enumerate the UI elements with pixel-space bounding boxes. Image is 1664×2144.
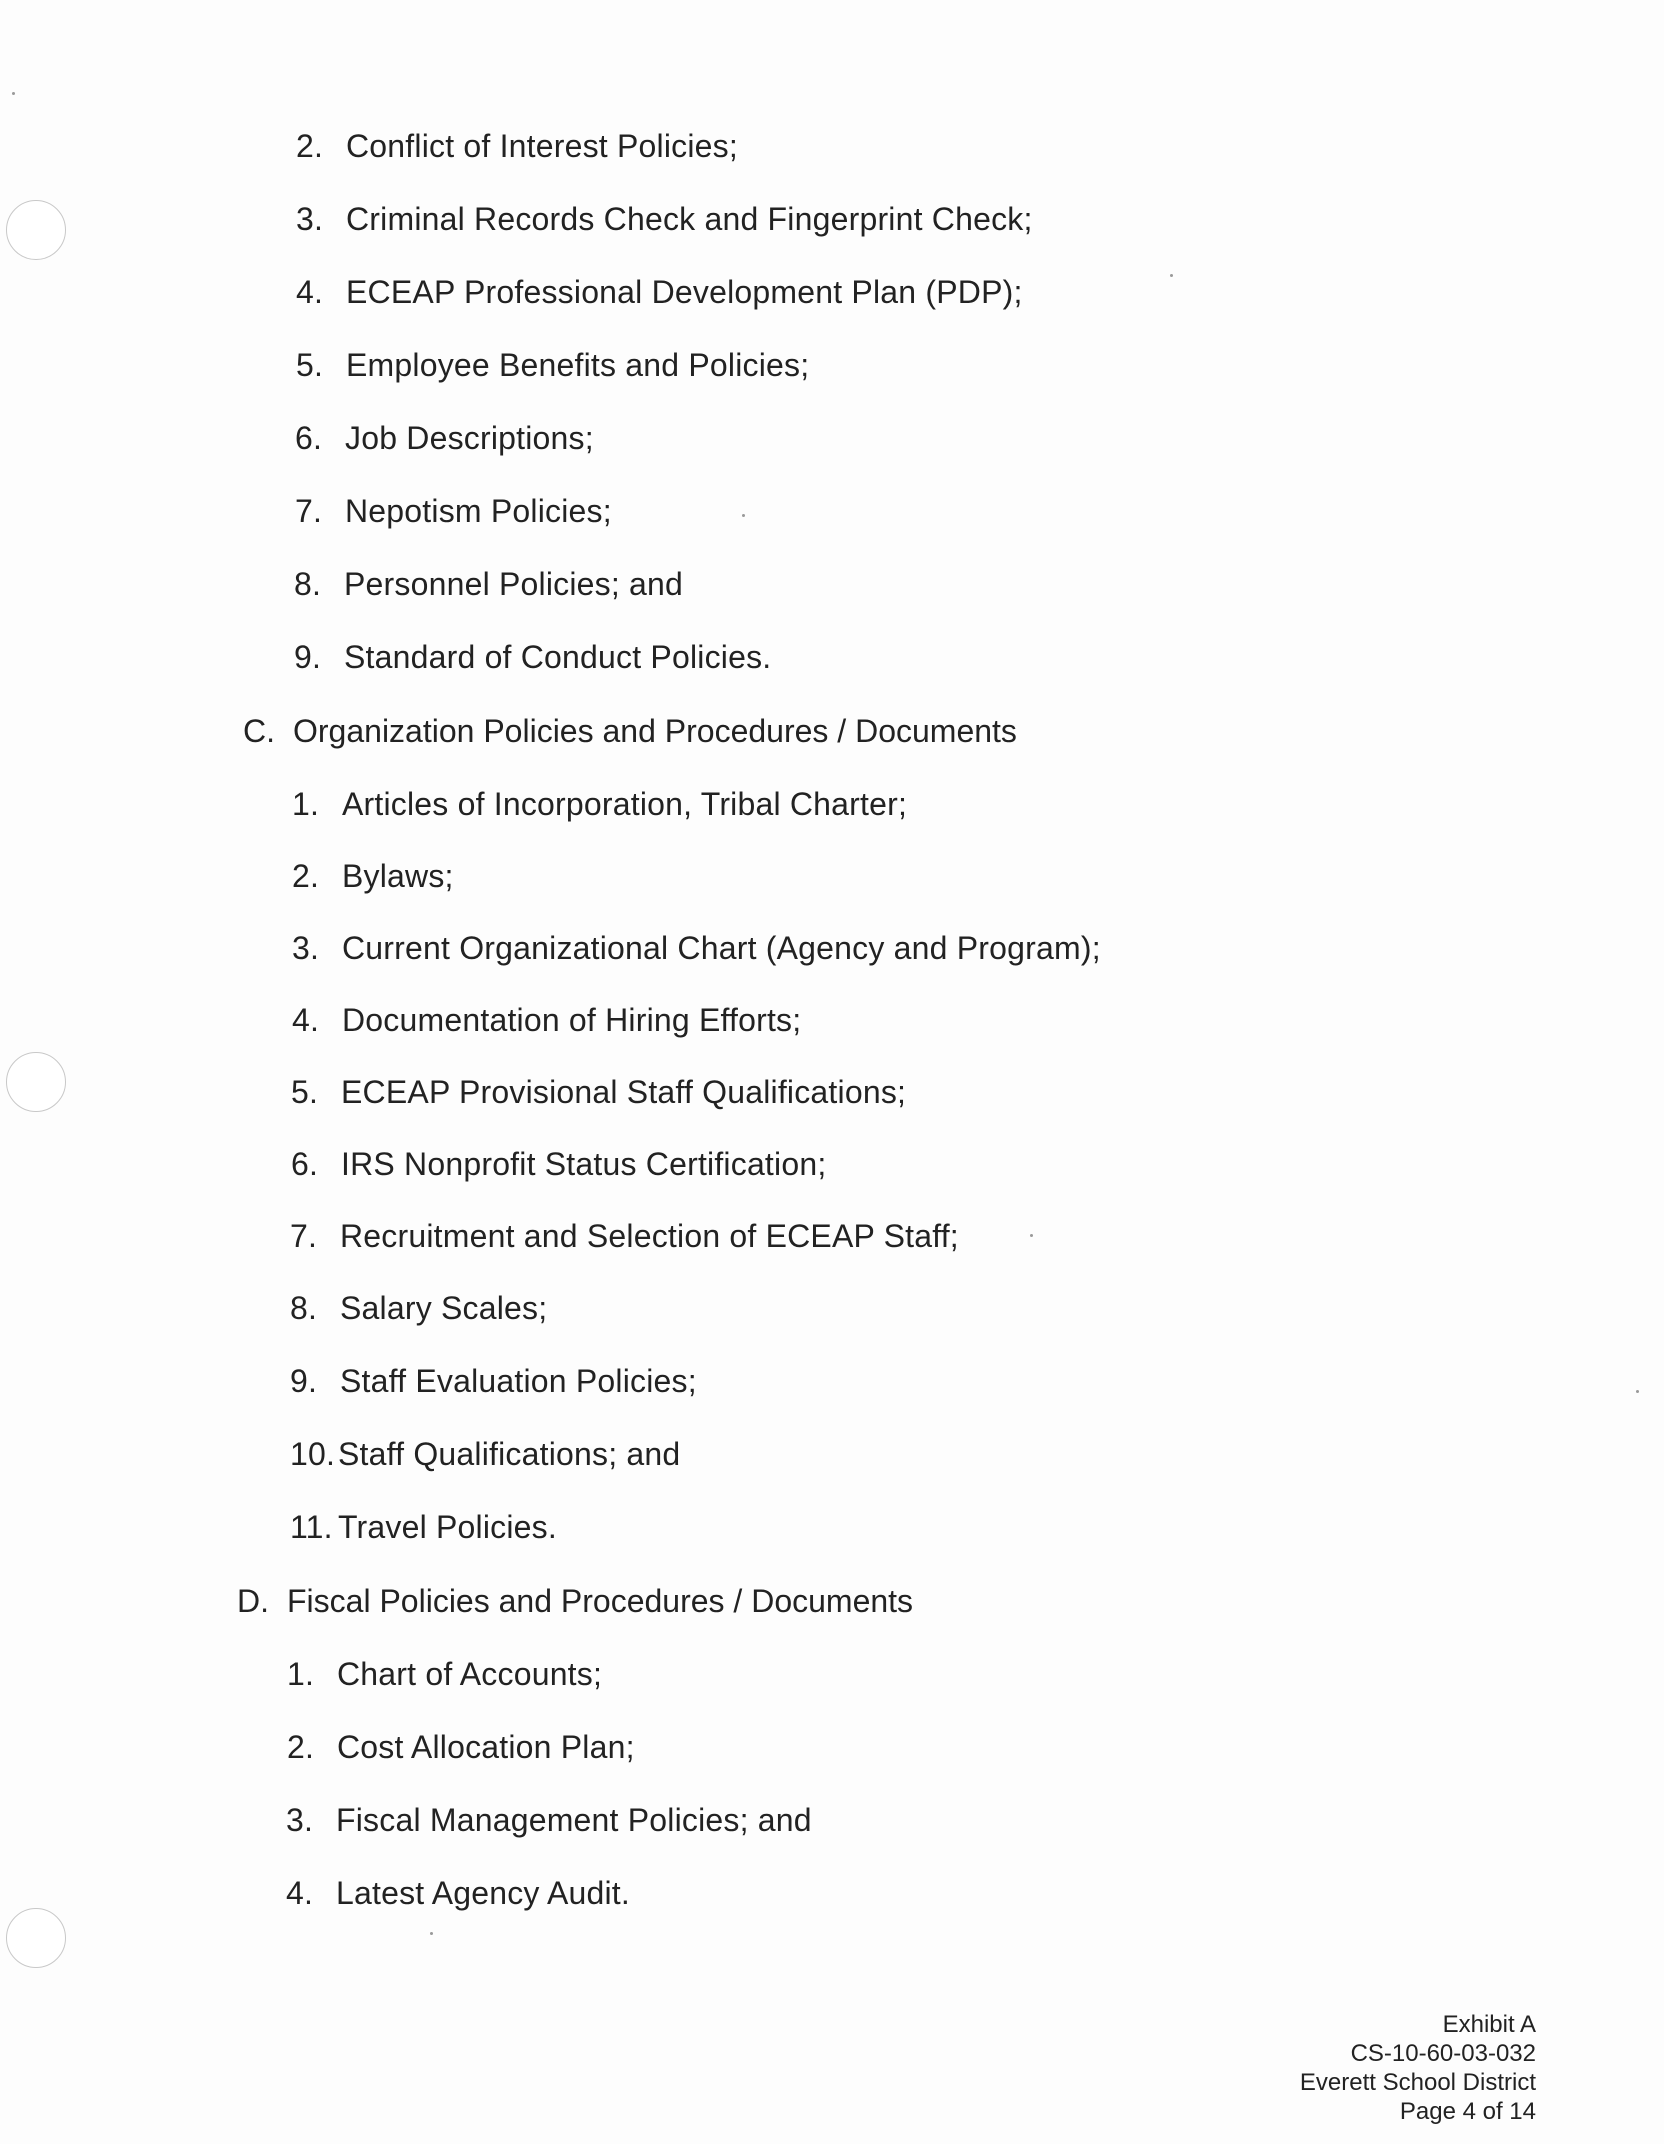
list-item <box>287 1654 602 1694</box>
list-item-text: Personnel Policies; and <box>344 566 684 602</box>
list-item <box>290 1361 697 1401</box>
page-footer <box>1300 2010 1536 2126</box>
list-item <box>292 784 907 824</box>
section-title: Organization Policies and Procedures / Documents <box>293 713 1017 749</box>
scan-speck <box>742 514 745 517</box>
list-item <box>291 1072 906 1112</box>
list-item-number: 4. <box>296 274 324 310</box>
list-item-text: IRS Nonprofit Status Certification; <box>341 1146 827 1182</box>
list-item-text: Salary Scales; <box>340 1290 548 1326</box>
section-heading-c <box>243 711 1017 751</box>
list-item-number: 6. <box>291 1146 319 1182</box>
list-item-number: 3. <box>292 930 320 966</box>
section-heading-d <box>237 1581 913 1621</box>
punch-hole-bottom <box>6 1908 66 1968</box>
list-item-number: 6. <box>295 420 323 456</box>
list-item <box>290 1288 547 1328</box>
list-item-number: 5. <box>296 347 324 383</box>
list-item-text: Fiscal Management Policies; and <box>336 1802 812 1838</box>
list-item-text: Conflict of Interest Policies; <box>346 128 738 164</box>
list-item-number: 2. <box>292 858 320 894</box>
list-item <box>286 1800 812 1840</box>
list-item-text: Articles of Incorporation, Tribal Charter; <box>342 786 908 822</box>
list-item-text: Nepotism Policies; <box>345 493 612 529</box>
section-letter: D. <box>237 1583 269 1619</box>
list-item <box>296 126 738 166</box>
list-item <box>294 564 683 604</box>
list-item-number: 3. <box>286 1802 314 1838</box>
list-item-number: 9. <box>290 1363 318 1399</box>
list-item-text: Criminal Records Check and Fingerprint Check; <box>346 201 1033 237</box>
list-item-text: Current Organizational Chart (Agency and Program); <box>342 930 1101 966</box>
list-item-text: Bylaws; <box>342 858 454 894</box>
list-item-text: Recruitment and Selection of ECEAP Staff; <box>340 1218 959 1254</box>
list-item-text: Staff Qualifications; and <box>338 1436 681 1472</box>
list-item-number: 9. <box>294 639 322 675</box>
list-item <box>291 1144 826 1184</box>
list-item-number: 2. <box>296 128 324 164</box>
list-item-number: 10. <box>290 1436 336 1472</box>
list-item <box>290 1216 959 1256</box>
list-item-number: 1. <box>292 786 320 822</box>
scan-speck <box>1636 1390 1639 1393</box>
list-item-text: Travel Policies. <box>338 1509 557 1545</box>
footer-page-number: Page 4 of 14 <box>1399 2098 1536 2125</box>
punch-hole-top <box>6 200 66 260</box>
list-item <box>294 637 771 677</box>
list-item-text: Standard of Conduct Policies. <box>344 639 772 675</box>
list-item-number: 11. <box>290 1509 333 1545</box>
scan-speck <box>430 1932 433 1935</box>
list-item-text: Latest Agency Audit. <box>336 1875 630 1911</box>
list-item-text: Staff Evaluation Policies; <box>340 1363 697 1399</box>
list-item-number: 8. <box>294 566 322 602</box>
punch-hole-middle <box>6 1052 66 1112</box>
footer-contract-number: CS-10-60-03-032 <box>1350 2040 1536 2067</box>
list-item-text: Job Descriptions; <box>345 420 594 456</box>
list-item-number: 7. <box>295 493 323 529</box>
list-item-number: 1. <box>287 1656 315 1692</box>
list-item <box>290 1507 557 1547</box>
footer-exhibit: Exhibit A <box>1442 2011 1536 2038</box>
list-item-number: 4. <box>286 1875 314 1911</box>
list-item <box>296 345 809 385</box>
list-item-text: Cost Allocation Plan; <box>337 1729 635 1765</box>
list-item-number: 5. <box>291 1074 319 1110</box>
list-item-number: 7. <box>290 1218 318 1254</box>
list-item <box>295 491 612 531</box>
section-title: Fiscal Policies and Procedures / Documents <box>287 1583 914 1619</box>
footer-district: Everett School District <box>1299 2069 1536 2096</box>
scan-speck <box>1170 274 1173 277</box>
list-item <box>292 1000 801 1040</box>
list-item <box>292 928 1101 968</box>
list-item <box>296 272 1023 312</box>
list-item-text: ECEAP Provisional Staff Qualifications; <box>341 1074 907 1110</box>
list-item-number: 4. <box>292 1002 320 1038</box>
list-item <box>286 1873 630 1913</box>
list-item <box>296 199 1033 239</box>
list-item-number: 3. <box>296 201 324 237</box>
scan-speck <box>1030 1234 1033 1237</box>
list-item <box>287 1727 635 1767</box>
section-letter: C. <box>243 713 275 749</box>
list-item-number: 2. <box>287 1729 315 1765</box>
list-item <box>292 856 454 896</box>
list-item-text: Chart of Accounts; <box>337 1656 603 1692</box>
list-item-text: Documentation of Hiring Efforts; <box>342 1002 802 1038</box>
list-item-number: 8. <box>290 1290 318 1326</box>
list-item-text: ECEAP Professional Development Plan (PDP); <box>346 274 1023 310</box>
list-item-text: Employee Benefits and Policies; <box>346 347 810 383</box>
list-item <box>295 418 594 458</box>
scan-speck <box>12 92 15 95</box>
list-item <box>290 1434 680 1474</box>
